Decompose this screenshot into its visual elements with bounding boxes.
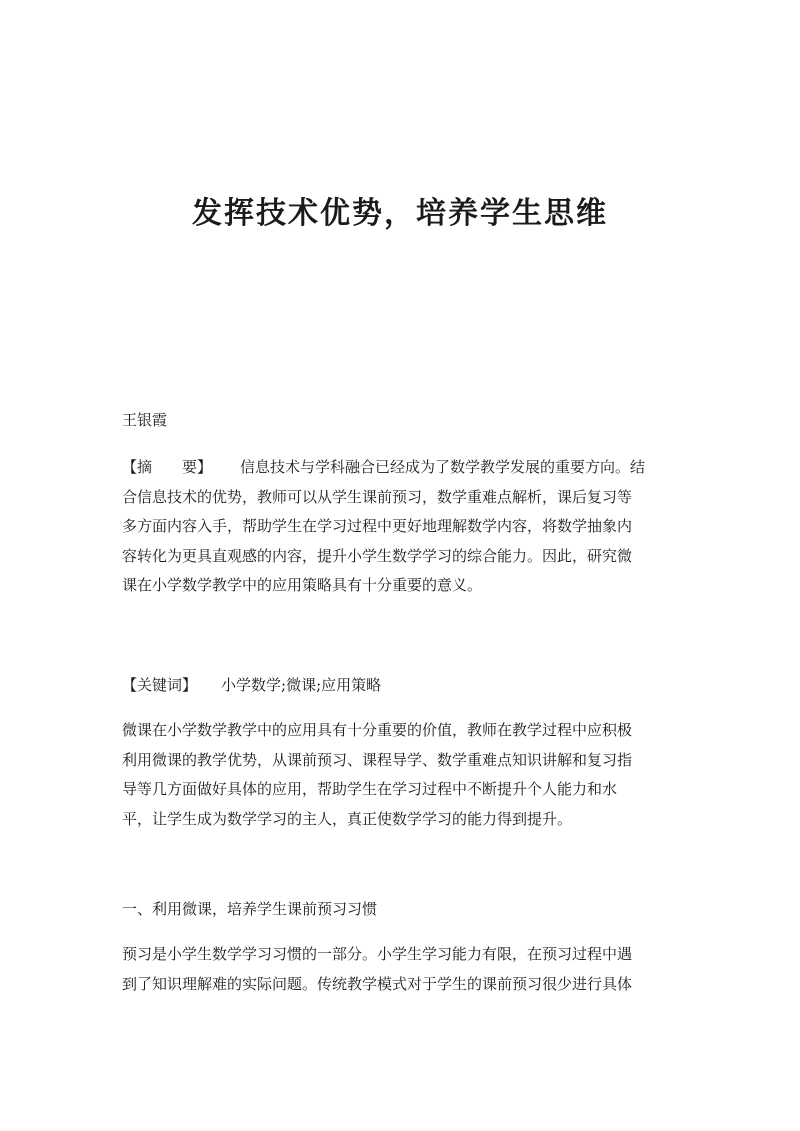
intro-paragraph: [122, 716, 678, 834]
abstract-line: 容转化为更具直观感的内容，提升小学生数学学习的综合能力。因此，研究微: [122, 546, 633, 565]
keywords-text: 小学数学;微课;应用策略: [221, 676, 382, 694]
paragraph-line: 预习是小学生数学学习习惯的一部分。小学生学习能力有限，在预习过程中遇: [122, 945, 633, 963]
section-1-heading: 一、利用微课，培养学生课前预习习惯: [122, 900, 378, 918]
section-heading: [122, 895, 678, 925]
keywords-section: [122, 671, 678, 701]
paragraph-line: 到了知识理解难的实际问题。传统教学模式对于学生的课前预习很少进行具体: [122, 974, 633, 993]
abstract-line: 合信息技术的优势，教师可以从学生课前预习，数学重难点解析，课后复习等: [122, 487, 633, 506]
section-1-paragraph: [122, 940, 678, 999]
keywords-line: [122, 671, 678, 701]
paragraph-line: 平，让学生成为数学学习的主人，真正使数学学习的能力得到提升。: [122, 809, 573, 828]
paragraph-line: 导等几方面做好具体的应用，帮助学生在学习过程中不断提升个人能力和水: [122, 780, 618, 798]
paragraph-line: 微课在小学数学教学中的应用具有十分重要的价值，教师在教学过程中应积极: [122, 721, 633, 739]
paragraph-line: 利用微课的教学优势，从课前预习、课程导学、数学重难点知识讲解和复习指: [122, 750, 633, 769]
keywords-label: 【关键词】: [122, 676, 198, 694]
abstract-section: [122, 453, 678, 601]
document-title: 发挥技术优势，培养学生思维: [192, 196, 608, 231]
abstract-line: 课在小学数学教学中的应用策略具有十分重要的意义。: [122, 576, 483, 594]
abstract-line: [122, 453, 678, 483]
abstract-text: 信息技术与学科融合已经成为了数学教学发展的重要方向。结: [240, 458, 646, 476]
abstract-line: 多方面内容入手，帮助学生在学习过程中更好地理解数学内容，将数学抽象内: [122, 517, 633, 535]
author-name: 王银霞: [122, 411, 168, 429]
abstract-label: 【摘 要】: [122, 458, 213, 476]
